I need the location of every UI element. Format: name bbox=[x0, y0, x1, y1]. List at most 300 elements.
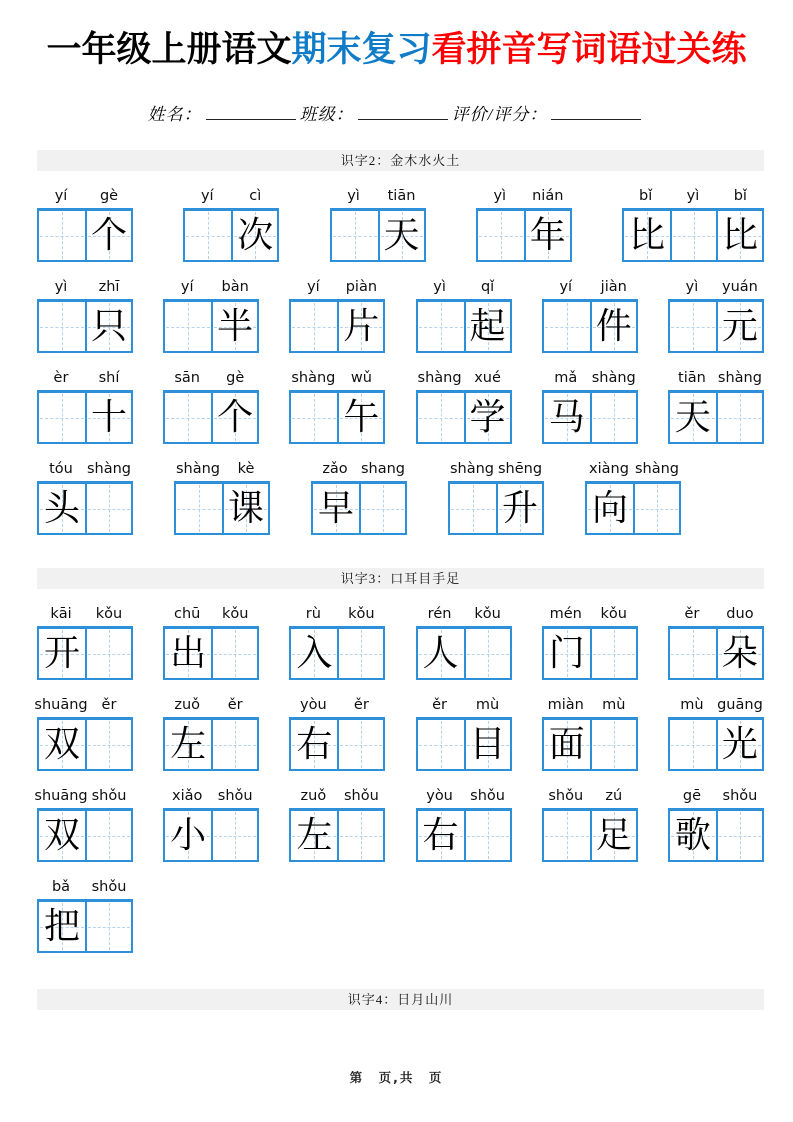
grid-row bbox=[37, 186, 764, 262]
pinyin-syllable: gē bbox=[682, 788, 701, 804]
pinyin-row bbox=[668, 277, 764, 297]
pinyin-syllable: mǎ bbox=[554, 370, 578, 386]
pinyin-syllable: ěr bbox=[227, 697, 243, 713]
pinyin-row bbox=[416, 368, 512, 388]
grid-cell-filled: 比 bbox=[624, 211, 670, 260]
writing-grid bbox=[668, 808, 764, 862]
grid-cell-filled: 天 bbox=[670, 393, 716, 442]
grid-cell-filled: 右 bbox=[291, 720, 337, 769]
pinyin-row bbox=[542, 277, 638, 297]
grid-cell-filled: 头 bbox=[39, 484, 85, 533]
pinyin-syllable: kǒu bbox=[95, 606, 123, 622]
pinyin-syllable: xiàng bbox=[589, 461, 629, 477]
pinyin-row bbox=[37, 604, 133, 624]
grid-cell-empty bbox=[544, 302, 590, 351]
word-group bbox=[330, 186, 426, 262]
word-group bbox=[37, 186, 133, 262]
writing-grid bbox=[668, 717, 764, 771]
writing-grid bbox=[37, 808, 133, 862]
pinyin-syllable: zuǒ bbox=[300, 788, 327, 804]
grid-row bbox=[37, 604, 764, 680]
pinyin-row bbox=[330, 186, 426, 206]
grid-cell-filled: 十 bbox=[85, 393, 131, 442]
grid-cell-empty bbox=[450, 484, 496, 533]
pinyin-row bbox=[174, 459, 270, 479]
writing-grid bbox=[542, 299, 638, 353]
section-shizi2-rows bbox=[37, 186, 764, 535]
pinyin-row bbox=[585, 459, 681, 479]
grid-cell-empty bbox=[670, 211, 716, 260]
writing-grid bbox=[37, 481, 133, 535]
grid-cell-empty bbox=[39, 393, 85, 442]
grid-cell-filled: 比 bbox=[716, 211, 762, 260]
grid-cell-empty bbox=[418, 393, 464, 442]
grid-cell-filled: 目 bbox=[464, 720, 510, 769]
grid-row bbox=[34, 786, 764, 862]
class-label: 班级： bbox=[299, 105, 354, 124]
writing-grid bbox=[542, 808, 638, 862]
pinyin-syllable: jiàn bbox=[600, 279, 627, 295]
grid-cell-filled: 起 bbox=[464, 302, 510, 351]
writing-grid bbox=[416, 626, 512, 680]
pinyin-row bbox=[542, 368, 638, 388]
word-group bbox=[37, 877, 133, 953]
writing-grid bbox=[163, 390, 259, 444]
word-group bbox=[37, 604, 133, 680]
grid-cell-empty bbox=[337, 720, 383, 769]
pinyin-syllable: yì bbox=[433, 279, 446, 295]
pinyin-row bbox=[163, 368, 259, 388]
word-group bbox=[34, 786, 133, 862]
word-group bbox=[183, 186, 279, 262]
word-group bbox=[668, 786, 764, 862]
word-group bbox=[163, 277, 259, 353]
pinyin-row bbox=[668, 368, 764, 388]
pinyin-syllable: tiān bbox=[678, 370, 706, 386]
pinyin-row bbox=[416, 604, 512, 624]
pinyin-syllable: ěr bbox=[101, 697, 117, 713]
pinyin-syllable: shǒu bbox=[343, 788, 379, 804]
pinyin-syllable: guāng bbox=[717, 697, 763, 713]
grid-cell-filled: 升 bbox=[496, 484, 542, 533]
pinyin-syllable: kǒu bbox=[600, 606, 627, 622]
pinyin-syllable: shǒu bbox=[548, 788, 584, 804]
writing-grid bbox=[289, 299, 385, 353]
pinyin-syllable: shǒu bbox=[91, 879, 127, 895]
pinyin-syllable: kè bbox=[237, 461, 255, 477]
pinyin-row bbox=[542, 695, 638, 715]
grid-cell-filled: 只 bbox=[85, 302, 131, 351]
pinyin-syllable: shí bbox=[98, 370, 120, 386]
pinyin-syllable: yí bbox=[200, 188, 214, 204]
grid-row bbox=[37, 459, 764, 535]
grid-cell-filled: 出 bbox=[165, 629, 211, 678]
pinyin-syllable: qǐ bbox=[480, 279, 495, 295]
grid-cell-empty bbox=[478, 211, 524, 260]
pinyin-syllable: bǐ bbox=[639, 188, 653, 204]
word-group bbox=[476, 186, 572, 262]
word-group bbox=[542, 604, 638, 680]
pinyin-syllable: gè bbox=[226, 370, 245, 386]
pinyin-syllable: miàn bbox=[547, 697, 584, 713]
pinyin-syllable: shuāng bbox=[34, 697, 88, 713]
pinyin-row bbox=[542, 604, 638, 624]
word-group bbox=[668, 368, 764, 444]
pinyin-syllable: kǒu bbox=[474, 606, 501, 622]
word-group bbox=[416, 368, 512, 444]
section-shizi3-rows bbox=[34, 604, 764, 953]
pinyin-syllable: yòu bbox=[300, 697, 327, 713]
word-group bbox=[37, 277, 133, 353]
pinyin-row bbox=[448, 459, 544, 479]
word-group bbox=[311, 459, 407, 535]
pinyin-syllable: yí bbox=[307, 279, 320, 295]
writing-grid bbox=[174, 481, 270, 535]
word-group bbox=[37, 368, 133, 444]
pinyin-row bbox=[163, 277, 259, 297]
word-group bbox=[163, 604, 259, 680]
title-topic-part: 看拼音写词语过关练 bbox=[431, 30, 747, 69]
word-group bbox=[622, 186, 764, 262]
pinyin-syllable: mù bbox=[475, 697, 500, 713]
name-blank-line bbox=[206, 104, 296, 120]
word-group bbox=[163, 368, 259, 444]
grid-cell-filled: 课 bbox=[222, 484, 268, 533]
pinyin-syllable: yì bbox=[347, 188, 360, 204]
grid-cell-empty bbox=[85, 484, 131, 533]
pinyin-syllable: shuāng bbox=[34, 788, 88, 804]
writing-grid bbox=[163, 299, 259, 353]
pinyin-syllable: shǒu bbox=[470, 788, 505, 804]
page-number-footer: 第 页,共 页 bbox=[349, 1070, 444, 1085]
writing-grid bbox=[163, 717, 259, 771]
pinyin-syllable: wǔ bbox=[350, 370, 372, 386]
word-group bbox=[289, 786, 385, 862]
pinyin-syllable: shang bbox=[360, 461, 406, 477]
word-group bbox=[289, 277, 385, 353]
grid-cell-empty bbox=[670, 720, 716, 769]
grid-cell-empty bbox=[39, 302, 85, 351]
pinyin-row bbox=[37, 368, 133, 388]
grid-row bbox=[34, 695, 764, 771]
writing-grid bbox=[183, 208, 279, 262]
pinyin-syllable: yì bbox=[54, 279, 68, 295]
word-group bbox=[289, 695, 385, 771]
pinyin-row bbox=[622, 186, 764, 206]
grid-cell-filled: 件 bbox=[590, 302, 636, 351]
pinyin-row bbox=[37, 459, 133, 479]
grid-cell-filled: 学 bbox=[464, 393, 510, 442]
pinyin-syllable: bǐ bbox=[733, 188, 747, 204]
student-info-line bbox=[0, 100, 793, 124]
grid-cell-empty bbox=[359, 484, 405, 533]
pinyin-row bbox=[37, 277, 133, 297]
grid-cell-filled: 天 bbox=[378, 211, 424, 260]
pinyin-syllable: shàng bbox=[291, 370, 336, 386]
writing-grid bbox=[542, 390, 638, 444]
grid-cell-filled: 次 bbox=[231, 211, 277, 260]
grid-cell-filled: 片 bbox=[337, 302, 383, 351]
writing-grid bbox=[542, 626, 638, 680]
grid-cell-empty bbox=[211, 629, 257, 678]
pinyin-row bbox=[34, 695, 133, 715]
pinyin-syllable: mù bbox=[602, 697, 626, 713]
page-title bbox=[0, 0, 793, 74]
pinyin-row bbox=[311, 459, 407, 479]
writing-grid bbox=[668, 299, 764, 353]
score-label: 评价/评分： bbox=[451, 105, 548, 124]
grid-cell-filled: 年 bbox=[524, 211, 570, 260]
writing-grid bbox=[289, 717, 385, 771]
word-group bbox=[174, 459, 270, 535]
grid-cell-filled: 元 bbox=[716, 302, 762, 351]
pinyin-row bbox=[416, 786, 512, 806]
grid-cell-filled: 小 bbox=[165, 811, 211, 860]
grid-cell-filled: 马 bbox=[544, 393, 590, 442]
grid-cell-filled: 右 bbox=[418, 811, 464, 860]
word-group bbox=[542, 786, 638, 862]
grid-cell-empty bbox=[337, 629, 383, 678]
grid-cell-empty bbox=[418, 302, 464, 351]
pinyin-row bbox=[163, 604, 259, 624]
pinyin-syllable: yì bbox=[493, 188, 507, 204]
word-group bbox=[289, 604, 385, 680]
writing-grid bbox=[37, 299, 133, 353]
word-group bbox=[542, 277, 638, 353]
pinyin-syllable: shǒu bbox=[722, 788, 758, 804]
word-group bbox=[448, 459, 544, 535]
pinyin-row bbox=[289, 786, 385, 806]
pinyin-syllable: mén bbox=[549, 606, 582, 622]
pinyin-syllable: zhī bbox=[98, 279, 120, 295]
pinyin-row bbox=[163, 786, 259, 806]
pinyin-syllable: bǎ bbox=[51, 879, 71, 895]
pinyin-row bbox=[542, 786, 638, 806]
pinyin-syllable: shàng bbox=[175, 461, 221, 477]
pinyin-row bbox=[476, 186, 572, 206]
grid-cell-empty bbox=[165, 393, 211, 442]
pinyin-syllable: yuán bbox=[722, 279, 758, 295]
pinyin-row bbox=[668, 786, 764, 806]
writing-grid bbox=[37, 717, 133, 771]
grid-cell-empty bbox=[590, 720, 636, 769]
grid-cell-empty bbox=[464, 811, 510, 860]
grid-cell-filled: 午 bbox=[337, 393, 383, 442]
grid-cell-empty bbox=[332, 211, 378, 260]
grid-cell-filled: 门 bbox=[544, 629, 590, 678]
grid-cell-empty bbox=[185, 211, 231, 260]
grid-cell-empty bbox=[670, 629, 716, 678]
pinyin-syllable: rù bbox=[305, 606, 321, 622]
grid-cell-filled: 半 bbox=[211, 302, 257, 351]
writing-grid bbox=[668, 390, 764, 444]
writing-grid bbox=[37, 208, 133, 262]
title-review-part: 期末复习 bbox=[291, 30, 432, 69]
writing-grid bbox=[37, 390, 133, 444]
word-group bbox=[34, 695, 133, 771]
writing-grid bbox=[542, 717, 638, 771]
grid-cell-empty bbox=[590, 393, 636, 442]
pinyin-syllable: yì bbox=[686, 188, 700, 204]
grid-cell-empty bbox=[165, 302, 211, 351]
grid-cell-empty bbox=[464, 629, 510, 678]
pinyin-syllable: yí bbox=[180, 279, 194, 295]
grid-cell-filled: 个 bbox=[85, 211, 131, 260]
pinyin-syllable: shàng bbox=[86, 461, 132, 477]
pinyin-syllable: chū bbox=[174, 606, 201, 622]
section-header-shizi4: 识字4：日月山川 bbox=[37, 989, 764, 1010]
pinyin-syllable: xué bbox=[474, 370, 501, 386]
pinyin-syllable: kāi bbox=[50, 606, 72, 622]
pinyin-syllable: tóu bbox=[49, 461, 73, 477]
writing-grid bbox=[163, 808, 259, 862]
writing-grid bbox=[622, 208, 764, 262]
pinyin-syllable: shàng bbox=[717, 370, 762, 386]
name-label: 姓名： bbox=[147, 105, 202, 124]
pinyin-row bbox=[289, 368, 385, 388]
pinyin-syllable: yòu bbox=[426, 788, 453, 804]
grid-cell-empty bbox=[39, 211, 85, 260]
grid-cell-empty bbox=[85, 720, 131, 769]
grid-cell-filled: 足 bbox=[590, 811, 636, 860]
grid-cell-filled: 把 bbox=[39, 902, 85, 951]
grid-cell-filled: 歌 bbox=[670, 811, 716, 860]
pinyin-row bbox=[289, 277, 385, 297]
worksheet-content bbox=[34, 150, 764, 1010]
pinyin-syllable: ěr bbox=[353, 697, 369, 713]
word-group bbox=[416, 277, 512, 353]
pinyin-syllable: shēng bbox=[497, 461, 543, 477]
section-header-shizi3: 识字3：口耳目手足 bbox=[37, 568, 764, 589]
grid-cell-filled: 入 bbox=[291, 629, 337, 678]
pinyin-syllable: zú bbox=[605, 788, 623, 804]
writing-grid bbox=[585, 481, 681, 535]
pinyin-syllable: ěr bbox=[684, 606, 700, 622]
grid-cell-filled: 向 bbox=[587, 484, 633, 533]
grid-cell-filled: 光 bbox=[716, 720, 762, 769]
pinyin-syllable: shǒu bbox=[217, 788, 253, 804]
pinyin-syllable: rén bbox=[427, 606, 452, 622]
pinyin-syllable: tiān bbox=[387, 188, 416, 204]
grid-cell-filled: 人 bbox=[418, 629, 464, 678]
pinyin-row bbox=[416, 695, 512, 715]
pinyin-syllable: zuǒ bbox=[174, 697, 201, 713]
writing-grid bbox=[448, 481, 544, 535]
grid-cell-empty bbox=[590, 629, 636, 678]
grid-cell-empty bbox=[716, 811, 762, 860]
class-blank-line bbox=[358, 104, 448, 120]
grid-cell-filled: 双 bbox=[39, 811, 85, 860]
grid-cell-empty bbox=[291, 393, 337, 442]
grid-cell-filled: 开 bbox=[39, 629, 85, 678]
pinyin-syllable: cì bbox=[249, 188, 262, 204]
grid-cell-empty bbox=[176, 484, 222, 533]
writing-grid bbox=[330, 208, 426, 262]
pinyin-row bbox=[668, 695, 764, 715]
writing-grid bbox=[289, 390, 385, 444]
section-header-shizi2: 识字2：金木水火土 bbox=[37, 150, 764, 171]
pinyin-row bbox=[668, 604, 764, 624]
pinyin-syllable: yì bbox=[685, 279, 699, 295]
pinyin-syllable: kǒu bbox=[348, 606, 375, 622]
pinyin-syllable: shǒu bbox=[91, 788, 127, 804]
grid-row bbox=[37, 368, 764, 444]
grid-cell-filled: 双 bbox=[39, 720, 85, 769]
pinyin-row bbox=[416, 277, 512, 297]
writing-grid bbox=[163, 626, 259, 680]
grid-cell-empty bbox=[418, 720, 464, 769]
writing-grid bbox=[289, 808, 385, 862]
pinyin-syllable: yí bbox=[559, 279, 573, 295]
grid-row bbox=[37, 277, 764, 353]
grid-cell-empty bbox=[716, 393, 762, 442]
word-group bbox=[668, 604, 764, 680]
writing-grid bbox=[289, 626, 385, 680]
writing-grid bbox=[416, 390, 512, 444]
word-group bbox=[542, 695, 638, 771]
pinyin-row bbox=[163, 695, 259, 715]
writing-grid bbox=[37, 626, 133, 680]
grid-cell-empty bbox=[291, 302, 337, 351]
pinyin-row bbox=[289, 604, 385, 624]
grid-row bbox=[37, 877, 764, 953]
pinyin-syllable: shàng bbox=[591, 370, 636, 386]
pinyin-syllable: shàng bbox=[417, 370, 462, 386]
grid-cell-empty bbox=[85, 902, 131, 951]
grid-cell-empty bbox=[337, 811, 383, 860]
pinyin-row bbox=[37, 877, 133, 897]
writing-grid bbox=[416, 299, 512, 353]
grid-cell-empty bbox=[544, 811, 590, 860]
pinyin-syllable: zǎo bbox=[322, 461, 348, 477]
pinyin-syllable: xiǎo bbox=[172, 788, 203, 804]
word-group bbox=[585, 459, 681, 535]
pinyin-syllable: sān bbox=[174, 370, 201, 386]
writing-grid bbox=[668, 626, 764, 680]
writing-grid bbox=[476, 208, 572, 262]
pinyin-syllable: shàng bbox=[449, 461, 495, 477]
pinyin-row bbox=[289, 695, 385, 715]
grid-cell-empty bbox=[670, 302, 716, 351]
score-blank-line bbox=[551, 104, 641, 120]
grid-cell-empty bbox=[633, 484, 679, 533]
pinyin-row bbox=[37, 186, 133, 206]
grid-cell-filled: 左 bbox=[165, 720, 211, 769]
pinyin-syllable: shàng bbox=[634, 461, 680, 477]
grid-cell-filled: 个 bbox=[211, 393, 257, 442]
writing-grid bbox=[311, 481, 407, 535]
word-group bbox=[37, 459, 133, 535]
pinyin-syllable: duo bbox=[726, 606, 754, 622]
grid-cell-empty bbox=[85, 629, 131, 678]
grid-cell-empty bbox=[211, 811, 257, 860]
grid-cell-filled: 面 bbox=[544, 720, 590, 769]
pinyin-syllable: nián bbox=[532, 188, 564, 204]
pinyin-syllable: mù bbox=[680, 697, 704, 713]
pinyin-row bbox=[34, 786, 133, 806]
word-group bbox=[668, 695, 764, 771]
word-group bbox=[668, 277, 764, 353]
pinyin-syllable: piàn bbox=[345, 279, 378, 295]
writing-grid bbox=[37, 899, 133, 953]
grid-cell-filled: 左 bbox=[291, 811, 337, 860]
pinyin-row bbox=[183, 186, 279, 206]
title-grade-part: 一年级上册语文 bbox=[46, 30, 292, 69]
word-group bbox=[416, 786, 512, 862]
pinyin-syllable: gè bbox=[99, 188, 119, 204]
grid-cell-filled: 朵 bbox=[716, 629, 762, 678]
pinyin-syllable: bàn bbox=[221, 279, 249, 295]
